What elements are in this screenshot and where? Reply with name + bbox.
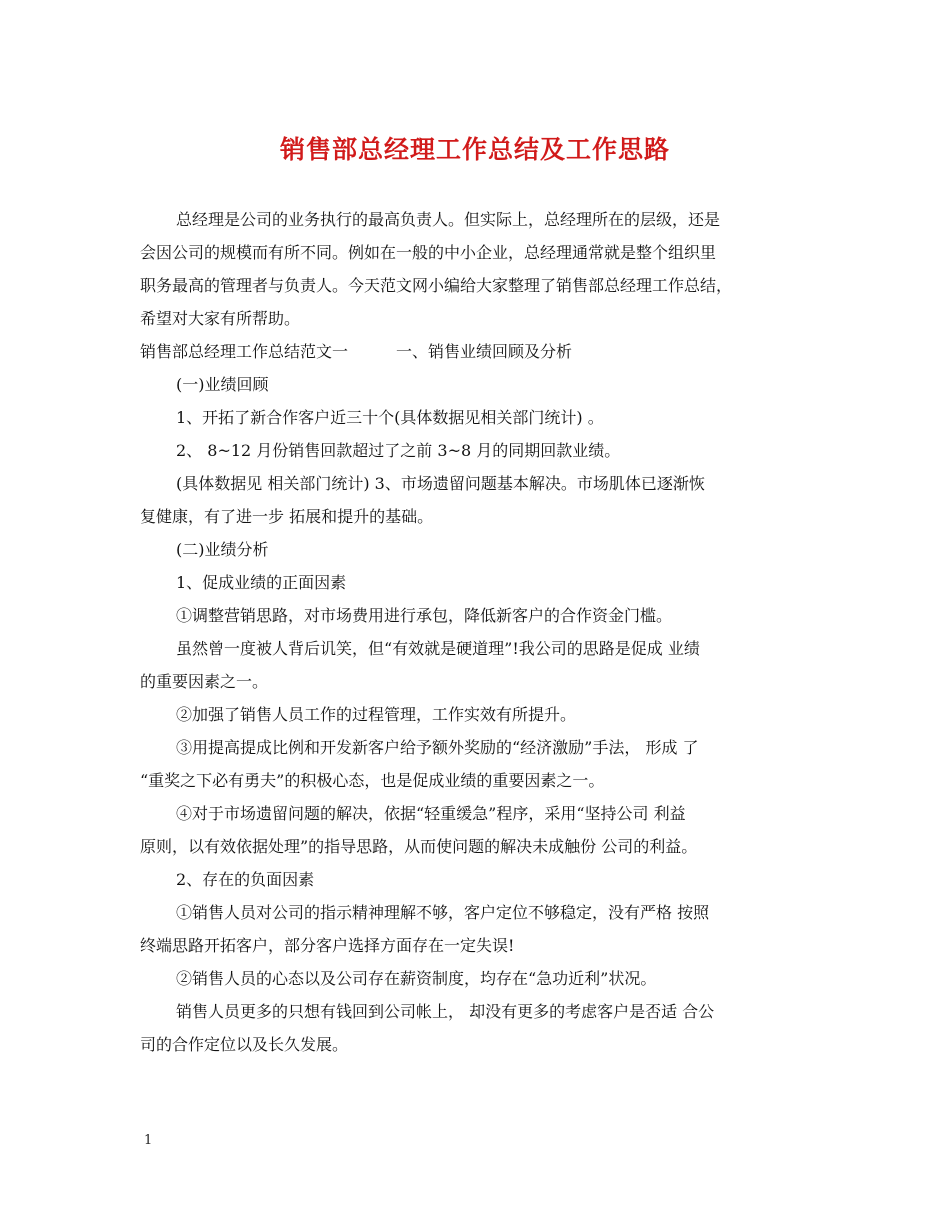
paragraph-line: “重奖之下必有勇夫”的积极心态，也是促成业绩的重要因素之一。 <box>140 771 605 790</box>
paragraph-line: 职务最高的管理者与负责人。今天范文网小编给大家整理了销售部总经理工作总结， <box>140 276 733 295</box>
document-title: 销售部总经理工作总结及工作思路 <box>279 135 670 164</box>
paragraph-line: 复健康，有了进一步 拓展和提升的基础。 <box>140 507 434 526</box>
paragraph-line: 销售人员更多的只想有钱回到公司帐上， 却没有更多的考虑客户是否适 合公 <box>176 1002 715 1021</box>
paragraph-line: ③用提高提成比例和开发新客户给予额外奖励的“经济激励”手法， 形成 了 <box>176 738 699 757</box>
paragraph-line: ④对于市场遗留问题的解决，依据“轻重缓急”程序，采用“坚持公司 利益 <box>176 804 686 823</box>
paragraph-line: 司的合作定位以及长久发展。 <box>140 1035 349 1054</box>
paragraph-line: (二)业绩分析 <box>176 540 269 559</box>
paragraph-line: 虽然曾一度被人背后讥笑，但“有效就是硬道理”!我公司的思路是促成 业绩 <box>176 639 700 658</box>
paragraph-line: 原则，以有效依据处理”的指导思路，从而使问题的解决未成触份 公司的利益。 <box>140 837 698 856</box>
document-body <box>140 203 812 1061</box>
paragraph-line: (一)业绩回顾 <box>176 375 269 394</box>
paragraph-line: ②加强了销售人员工作的过程管理，工作实效有所提升。 <box>176 705 577 724</box>
paragraph-line: 2、存在的负面因素 <box>176 870 315 889</box>
paragraph-line: ①销售人员对公司的指示精神理解不够，客户定位不够稳定，没有严格 按照 <box>176 903 710 922</box>
paragraph-line: 终端思路开拓客户，部分客户选择方面存在一定失误! <box>140 936 515 955</box>
paragraph-line: 销售部总经理工作总结范文一 一、销售业绩回顾及分析 <box>140 342 573 361</box>
paragraph-line: 会因公司的规模而有所不同。例如在一般的中小企业，总经理通常就是整个组织里 <box>140 243 717 262</box>
paragraph-line: ①调整营销思路，对市场费用进行承包，降低新客户的合作资金门槛。 <box>176 606 673 625</box>
paragraph-line: 1、开拓了新合作客户近三十个(具体数据见相关部门统计) 。 <box>176 408 604 427</box>
paragraph-line: ②销售人员的心态以及公司存在薪资制度，均存在“急功近利”状况。 <box>176 969 657 988</box>
paragraph-line: 总经理是公司的业务执行的最高负责人。但实际上，总经理所在的层级，还是 <box>176 210 721 229</box>
paragraph-line: 1、促成业绩的正面因素 <box>176 573 347 592</box>
paragraph-line: 的重要因素之一。 <box>140 672 269 691</box>
paragraph-line: 2、 8~12 月份销售回款超过了之前 3~8 月的同期回款业绩。 <box>176 441 621 460</box>
page-number: 1 <box>144 1133 153 1148</box>
paragraph-line: 希望对大家有所帮助。 <box>140 309 301 328</box>
paragraph-line: (具体数据见 相关部门统计) 3、市场遗留问题基本解决。市场肌体已逐渐恢 <box>176 474 705 493</box>
